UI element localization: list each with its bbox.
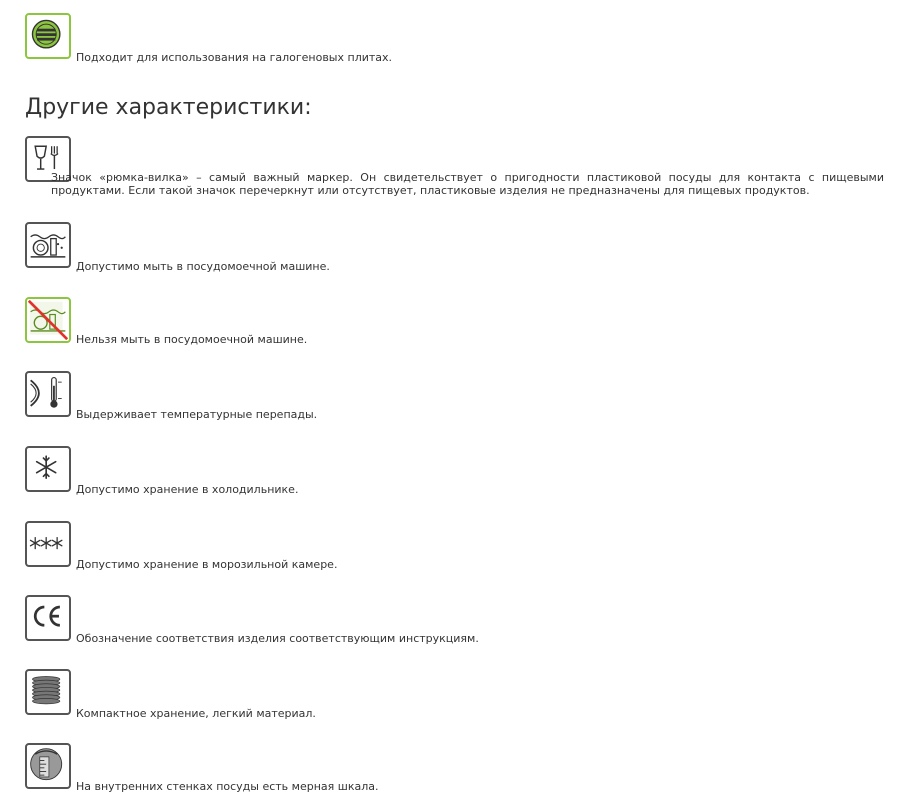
dishwasher-safe-label: Допустимо мыть в посудомоечной машине. — [76, 260, 330, 273]
glass-fork-description: Значок «рюмка-вилка» – самый важный маркер. Он свидетельствует о пригодности пластиковой посуды для контакта с пищевыми продуктами. Если такой значок перечеркнут или отсутствует, пластиковые изделия не предназначены для пищевых продуктов. — [51, 171, 884, 197]
stacked-plates-icon — [25, 669, 71, 715]
measuring-label: На внутренних стенках посуды есть мерная шкала. — [76, 780, 379, 793]
not-dishwasher-safe-label: Нельзя мыть в посудомоечной машине. — [76, 333, 308, 346]
halogen-label: Подходит для использования на галогеновых плитах. — [76, 51, 393, 64]
freezer-label: Допустимо хранение в морозильной камере. — [76, 558, 338, 571]
section-title: Другие характеристики: — [25, 95, 312, 120]
stacking-label: Компактное хранение, легкий материал. — [76, 707, 316, 720]
temperature-label: Выдерживает температурные перепады. — [76, 408, 318, 421]
snowflake-icon — [25, 446, 71, 492]
dishwasher-safe-icon — [25, 222, 71, 268]
three-snowflakes-icon — [25, 521, 71, 567]
measuring-scale-icon — [25, 743, 71, 789]
ce-label: Обозначение соответствия изделия соответствующим инструкциям. — [76, 632, 479, 645]
thermometer-icon — [25, 371, 71, 417]
fridge-label: Допустимо хранение в холодильнике. — [76, 483, 299, 496]
ce-mark-icon — [25, 595, 71, 641]
halogen-hob-icon — [25, 13, 71, 59]
not-dishwasher-safe-icon — [25, 297, 71, 343]
